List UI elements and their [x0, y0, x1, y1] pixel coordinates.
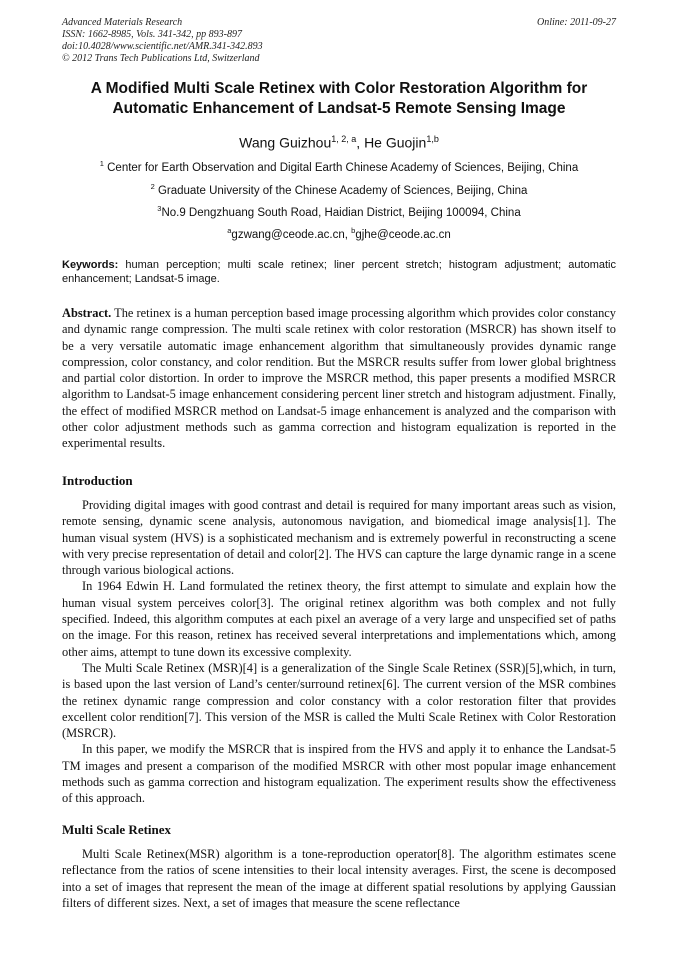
- keywords-text: human perception; multi scale retinex; liner percent stretch; histogram adjustment; automatic enhancement; Landsat-5 image.: [62, 259, 616, 285]
- email-a: gzwang@ceode.ac.cn: [231, 228, 345, 241]
- email-b: gjhe@ceode.ac.cn: [355, 228, 451, 241]
- author-1-affiliation: 1, 2, a: [331, 134, 357, 144]
- author-list: [62, 130, 616, 152]
- affiliation-3-text: No.9 Dengzhuang South Road, Haidian District, Beijing 100094, China: [161, 206, 521, 219]
- title-line-2: Automatic Enhancement of Landsat-5 Remote Sensing Image: [112, 100, 566, 117]
- paper-title: [62, 79, 616, 119]
- email-separator: ,: [344, 228, 352, 241]
- abstract-paragraph: [62, 305, 616, 452]
- affiliation-3-marker: 3: [157, 204, 162, 213]
- abstract-text: The retinex is a human perception based image processing algorithm which provides color constancy and dynamic range compression. The multi scale retinex with color restoration (MSRCR) has shown itself to be a very versatile automatic image enhancement algorithm that simultaneously provides dynamic range compression, color constancy, and color rendition. But the MSRCR results suffer from lower global brightness and partial color distortion. In order to improve the MSRCR method, this paper presents a modified MSRCR algorithm to Landsat-5 image enhancement considering percent liner stretch and histogram adjustment. Finally, the effect of modified MSRCR method on Landsat-5 image enhancement is analyzed and the comparison with other color adjustment methods such as gamma correction and histogram equalization is reported in the experimental results.: [62, 306, 616, 451]
- online-date: Online: 2011-09-27: [537, 17, 616, 28]
- affiliation-1: [62, 157, 616, 175]
- msr-heading: Multi Scale Retinex: [62, 822, 172, 837]
- intro-paragraph-3: The Multi Scale Retinex (MSR)[4] is a generalization of the Single Scale Retinex (SSR)[5],which, in turn, is based upon the last version of Land’s center/surround retinex[6]. The current version of the MSR combines the retinex dynamic range compression and color constancy with a color restoration filter that provides excellent color rendition[7]. This version of the MSR is called the Multi Scale Retinex with Color Restoration (MSRCR).: [62, 660, 616, 741]
- intro-paragraph-2: In 1964 Edwin H. Land formulated the retinex theory, the first attempt to simulate and explain how the human visual system perceives color[3]. The original retinex algorithm was both complex and not fully specified. Indeed, this algorithm computes at each pixel an average of a very large and unspecified set of paths on the image. For this reason, retinex has received several interpretations and implementations which, among other aims, attempt to tune down its excessive complexity.: [62, 579, 616, 659]
- affiliation-2: [62, 180, 616, 198]
- abstract-label: Abstract.: [62, 306, 112, 320]
- keywords-label: Keywords:: [62, 259, 119, 271]
- copyright-line: © 2012 Trans Tech Publications Ltd, Switzerland: [62, 53, 260, 64]
- affiliation-2-marker: 2: [150, 182, 155, 191]
- affiliation-3: [62, 202, 616, 220]
- keywords: [62, 258, 616, 286]
- doi-line: doi:10.4028/www.scientific.net/AMR.341-342.893: [62, 41, 263, 52]
- intro-paragraph-1: Providing digital images with good contrast and detail is required for many important areas such as vision, remote sensing, dynamic scene analysis, autonomous navigation, and biomedical image analysis[1]. The human visual system (HVS) is a sophisticated mechanism and is extremely powerful in reconstructing a scene with very precise representation of detail and color[2]. The HVS can capture the large dynamic range in a scene through various biological actions.: [62, 498, 616, 578]
- introduction-body: [62, 497, 616, 807]
- author-1: Wang Guizhou: [239, 134, 332, 151]
- author-2: He Guojin: [364, 134, 427, 151]
- email-line: [62, 224, 616, 242]
- email-a-marker: a: [227, 226, 232, 235]
- author-2-affiliation: 1,b: [426, 134, 439, 144]
- journal-name: Advanced Materials Research: [62, 17, 183, 28]
- abstract: [62, 305, 616, 452]
- affiliation-2-text: Graduate University of the Chinese Academy of Sciences, Beijing, China: [154, 184, 528, 197]
- introduction-heading: Introduction: [62, 473, 133, 488]
- msr-body: [62, 846, 616, 911]
- issn-line: ISSN: 1662-8985, Vols. 341-342, pp 893-897: [62, 29, 242, 40]
- affiliation-1-marker: 1: [99, 159, 104, 168]
- email-b-marker: b: [351, 226, 356, 235]
- msr-paragraph-1: Multi Scale Retinex(MSR) algorithm is a tone-reproduction operator[8]. The algorithm estimates scene reflectance from the ratios of scene intensities to their local intensity averages. First, the scene is decomposed into a set of images that represent the mean of the image at different spatial resolutions by applying Gaussian filters of different sizes. Next, a set of images that measure the scene reflectance: [62, 847, 616, 910]
- affiliation-1-text: Center for Earth Observation and Digital Earth Chinese Academy of Sciences, Beijing, China: [103, 161, 579, 174]
- author-separator: ,: [356, 134, 365, 151]
- title-line-1: A Modified Multi Scale Retinex with Color Restoration Algorithm for: [90, 80, 588, 97]
- intro-paragraph-4: In this paper, we modify the MSRCR that is inspired from the HVS and apply it to enhance the Landsat-5 TM images and present a comparison of the modified MSRCR with other most popular image enhancement methods such as gamma correction and histogram equalization. The experiment results show the effectiveness of this approach.: [62, 742, 616, 806]
- journal-header: [62, 17, 616, 65]
